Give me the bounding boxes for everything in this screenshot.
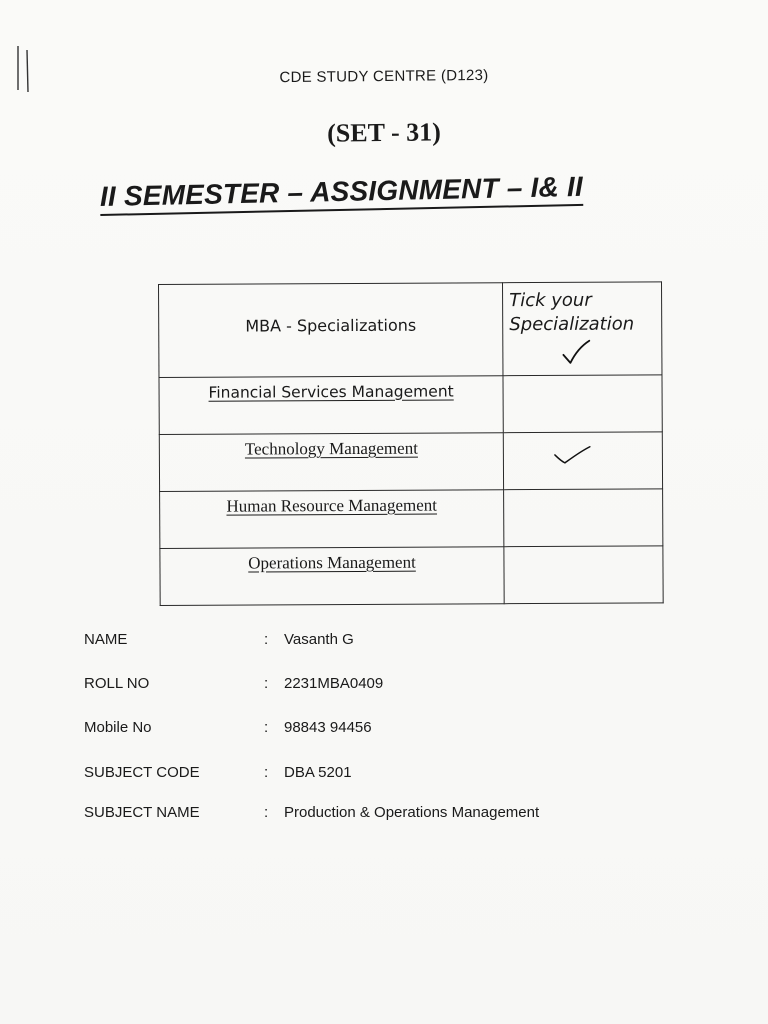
colon: : bbox=[264, 719, 269, 736]
tick-cell-hr[interactable] bbox=[504, 489, 663, 547]
header-right-cell bbox=[503, 282, 662, 376]
spec-operations: Operations Management bbox=[248, 552, 416, 573]
header-left-cell bbox=[159, 283, 504, 378]
subject-code-value: DBA 5201 bbox=[284, 764, 352, 781]
mba-specializations-label: MBA - Specializations bbox=[245, 315, 417, 336]
table-row bbox=[159, 432, 662, 492]
mobile-value: 98843 94456 bbox=[284, 719, 372, 736]
name-label: NAME bbox=[84, 631, 128, 648]
table-row bbox=[160, 489, 663, 549]
subject-name-row bbox=[84, 804, 704, 826]
colon: : bbox=[264, 631, 269, 648]
semester-assignment-title: II SEMESTER – ASSIGNMENT – I& II bbox=[100, 170, 584, 216]
spec-cell bbox=[160, 490, 504, 549]
roll-label: ROLL NO bbox=[84, 675, 150, 692]
roll-row bbox=[84, 675, 704, 697]
spec-financial-services: Financial Services Management bbox=[208, 381, 454, 402]
subject-code-row bbox=[84, 764, 704, 786]
subject-code-label: SUBJECT CODE bbox=[84, 764, 200, 781]
table-row bbox=[160, 546, 663, 606]
mobile-row bbox=[84, 719, 704, 741]
roll-value: 2231MBA0409 bbox=[284, 675, 384, 692]
spec-cell bbox=[159, 376, 503, 435]
name-value: Vasanth G bbox=[284, 631, 354, 648]
subject-name-label: SUBJECT NAME bbox=[84, 804, 200, 821]
spec-cell bbox=[159, 433, 503, 492]
spec-technology: Technology Management bbox=[244, 438, 418, 459]
handwritten-checkmark-icon bbox=[559, 339, 599, 369]
colon: : bbox=[264, 804, 269, 821]
subject-name-value: Production & Operations Management bbox=[284, 804, 540, 821]
tick-cell-operations[interactable] bbox=[504, 546, 663, 604]
colon: : bbox=[264, 764, 269, 781]
study-centre-heading: CDE STUDY CENTRE (D123) bbox=[279, 66, 489, 87]
mobile-label: Mobile No bbox=[84, 719, 152, 736]
handwritten-tick-icon bbox=[552, 443, 596, 469]
tick-cell-technology[interactable] bbox=[503, 432, 662, 490]
table-header-row bbox=[159, 282, 662, 378]
name-row bbox=[84, 631, 704, 653]
specialization-line: Specialization bbox=[509, 313, 635, 336]
tick-your-specialization-label bbox=[503, 288, 661, 369]
spec-cell bbox=[160, 547, 504, 606]
table-row bbox=[159, 375, 662, 435]
tick-cell-financial[interactable] bbox=[503, 375, 662, 433]
colon: : bbox=[264, 675, 269, 692]
tick-your-line: Tick your bbox=[509, 289, 592, 312]
spec-human-resource: Human Resource Management bbox=[226, 495, 438, 516]
set-number-heading: (SET - 31) bbox=[327, 117, 441, 148]
specialization-table bbox=[158, 281, 664, 606]
